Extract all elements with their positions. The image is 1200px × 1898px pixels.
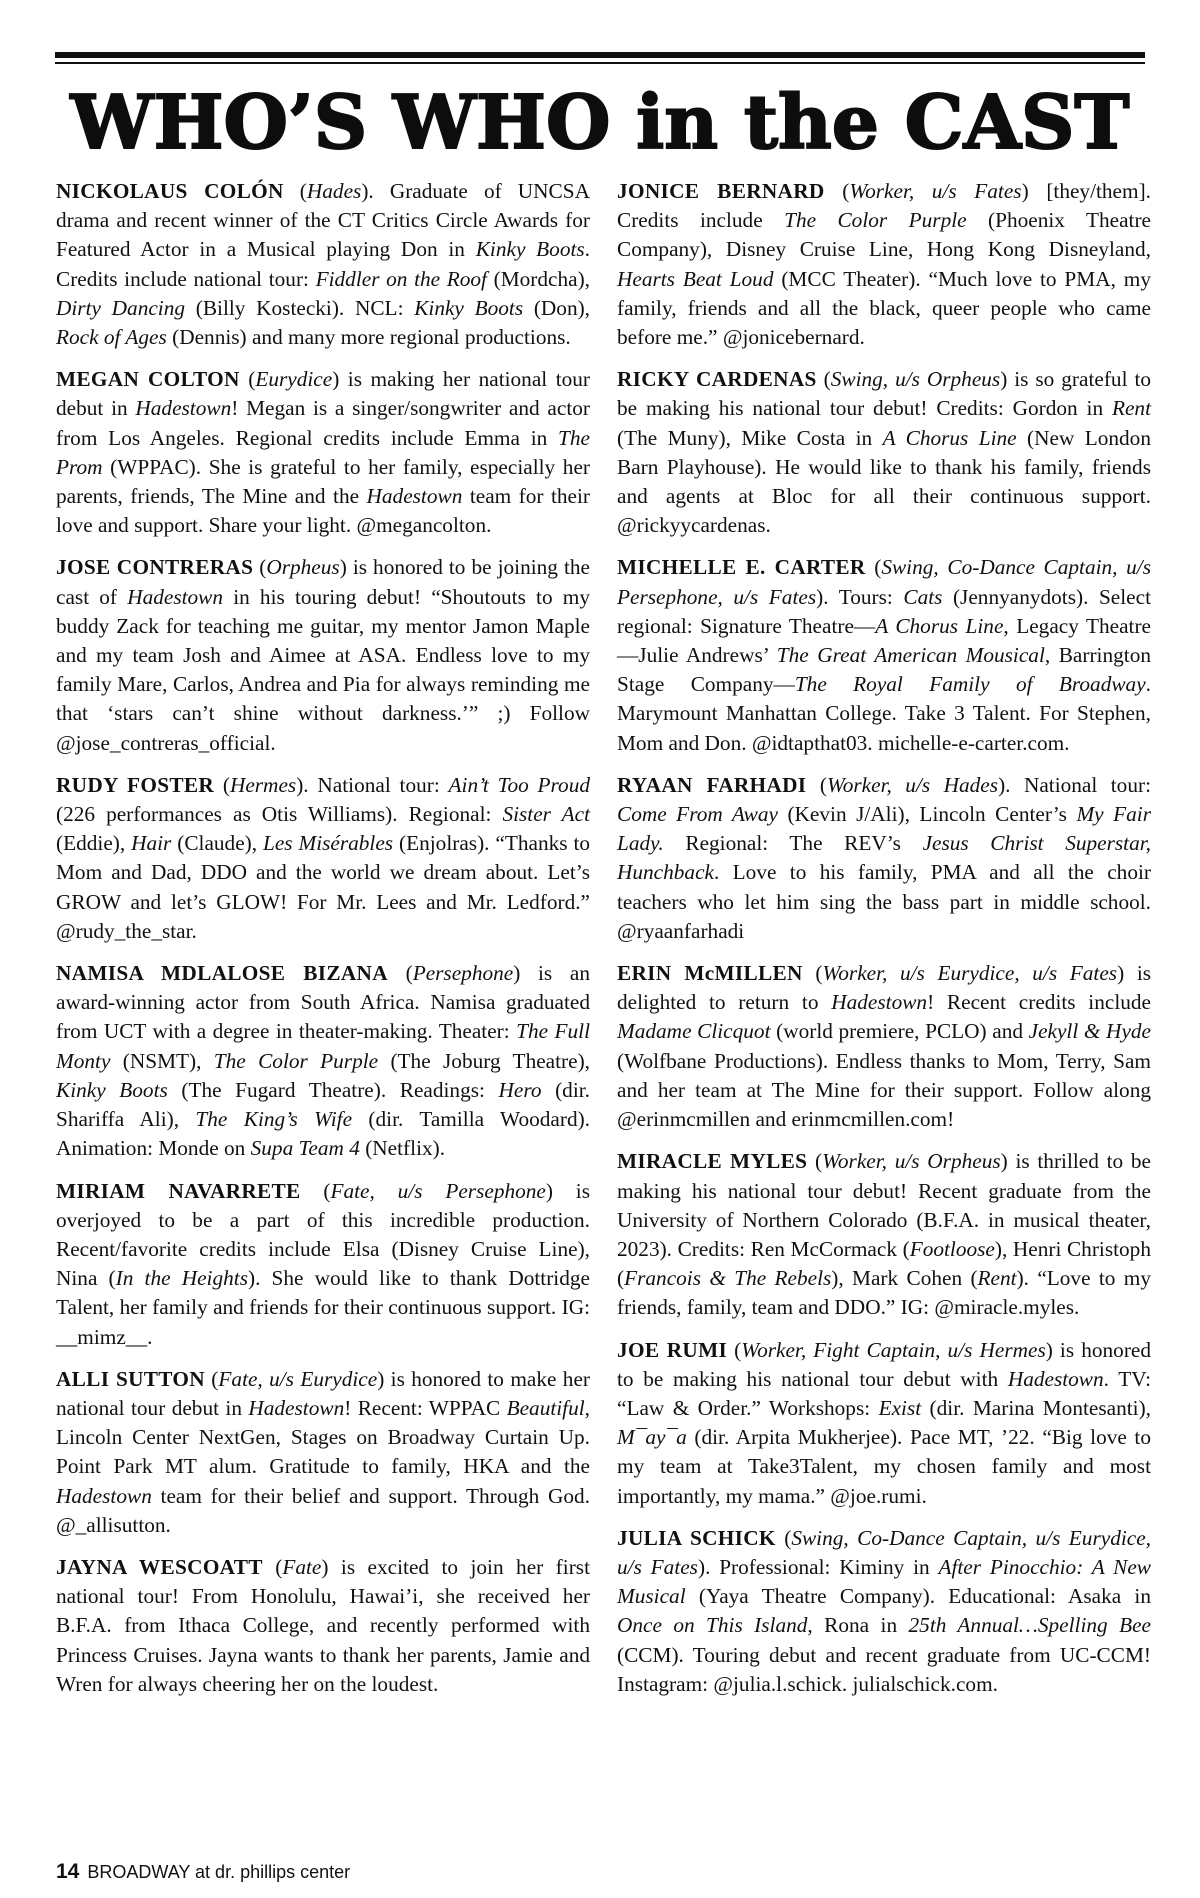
bio-italic-text: Swing, Co-Dance Captain, u/s Eurydice, u/s Fates <box>617 1525 1151 1579</box>
cast-bio <box>56 553 590 757</box>
bio-text: ) is an award-winning actor from South Africa. Namisa graduated from UCT with a degree in theater-making. Theater: <box>56 961 591 1044</box>
bio-italic-text: Hermes <box>229 772 297 797</box>
bio-text: ( <box>727 1337 742 1362</box>
bio-text: (Billy Kostecki). NCL: <box>185 295 415 320</box>
page-footer <box>56 1860 350 1884</box>
bio-italic-text: The Prom <box>56 425 590 479</box>
bio-text: ), Henri Christoph ( <box>617 1236 1151 1291</box>
bio-italic-text: Jesus Christ Superstar, Hunchback <box>617 831 1151 885</box>
bio-text: ), Mark Cohen ( <box>831 1266 978 1291</box>
bio-text: ). She would like to thank Dottridge Talent, her family and friends for their continuous support. IG: __mimz__. <box>56 1266 590 1349</box>
bio-italic-text: Worker, u/s Eurydice, u/s Fates <box>822 961 1118 986</box>
cast-member-name: MICHELLE E. CARTER <box>617 555 866 580</box>
bio-italic-text: Kinky Boots <box>475 237 585 262</box>
bio-text: (Claude), <box>171 831 263 856</box>
bio-italic-text: Supa Team 4 <box>250 1136 360 1161</box>
bio-text: ( <box>262 1554 283 1579</box>
cast-bio <box>617 1336 1151 1511</box>
cast-member-name: RYAAN FARHADI <box>617 772 807 797</box>
bio-text: ( <box>802 961 823 986</box>
bio-text: ( <box>214 772 230 797</box>
cast-member-name: MIRACLE MYLES <box>617 1149 808 1174</box>
left-column <box>56 177 590 1712</box>
bio-italic-text: 25th Annual…Spelling Bee <box>908 1613 1151 1638</box>
cast-bio <box>617 1524 1151 1699</box>
bio-italic-text: Hair <box>131 831 172 856</box>
cast-bio <box>617 959 1151 1134</box>
bio-text: (Enjolras). “Thanks to Mom and Dad, DDO and the world we dream about. Let’s GROW and let’s GLOW! For Mr. Lees and Mr. Ledford.” @rudy_the_star. <box>56 831 591 943</box>
bio-text: (Eddie), <box>56 831 132 856</box>
bio-text: , Legacy Theatre—Julie Andrews’ <box>617 613 1151 668</box>
bio-italic-text: The Great American Mousical <box>776 643 1045 668</box>
bio-italic-text: Hadestown <box>248 1395 345 1420</box>
bio-text: , Rona in <box>807 1613 909 1638</box>
bio-italic-text: Rent <box>1111 396 1151 421</box>
bio-text: ). National tour: <box>998 772 1151 797</box>
bio-text: ). National tour: <box>296 772 449 797</box>
bio-italic-text: Hadestown <box>1007 1366 1104 1391</box>
bio-text: ) is honored to make her national tour debut in <box>56 1366 590 1420</box>
bio-text: . Love to his family, PMA and all the choir teachers who let him sing the bass part in middle school. @ryaanfarhadi <box>617 860 1151 943</box>
bio-italic-text: Cats <box>903 584 943 609</box>
bio-text: (Netflix). <box>359 1136 446 1161</box>
bio-text: ( <box>204 1366 219 1391</box>
bio-italic-text: Hadestown <box>366 484 463 509</box>
bio-italic-text: Orpheus <box>266 555 340 580</box>
bio-text: ) is excited to join her first national tour! From Honolulu, Hawai’i, she received her B.F.A. from Ithaca College, and recently performed with Princess Cruises. Jayna wants to thank her parents, Jamie and Wren for always cheering her on the loudest. <box>56 1554 590 1696</box>
cast-member-name: NAMISA MDLALOSE BIZANA <box>56 961 388 986</box>
cast-member-name: MEGAN COLTON <box>56 367 240 392</box>
page-title: WHO’S WHO in the CAST <box>70 80 1130 166</box>
cast-bio <box>617 1147 1151 1322</box>
bio-text: (CCM). Touring debut and recent graduate from UC-CCM! Instagram: @julia.l.schick. julialschick.com. <box>617 1642 1151 1696</box>
bio-italic-text: The Full Monty <box>56 1019 591 1073</box>
bio-italic-text: Worker, Fight Captain, u/s Hermes <box>741 1337 1046 1362</box>
bio-text: ( <box>253 555 267 580</box>
cast-member-name: ALLI SUTTON <box>56 1366 205 1391</box>
cast-bio <box>56 771 590 946</box>
cast-bio <box>617 771 1151 946</box>
page-number: 14 <box>56 1860 80 1883</box>
bio-italic-text: Dirty Dancing <box>56 295 186 320</box>
bio-italic-text: Ain’t Too Proud <box>448 772 590 797</box>
cast-member-name: JOSE CONTRERAS <box>56 555 254 580</box>
bio-text: ! Megan is a singer/songwriter and actor from Los Angeles. Regional credits include Emma in <box>56 396 590 450</box>
bio-text: , Lincoln Center NextGen, Stages on Broadway Curtain Up. Point Park MT alum. Gratitude to family, HKA and the <box>56 1395 590 1479</box>
bio-text: (dir. Tamilla Woodard). Animation: Monde on <box>56 1107 591 1161</box>
bio-text: (world premiere, PCLO) and <box>770 1019 1029 1044</box>
cast-bio <box>617 365 1151 540</box>
bio-italic-text: Kinky Boots <box>414 295 524 320</box>
cast-bio <box>56 959 590 1163</box>
bio-italic-text: A Chorus Line <box>875 613 1004 638</box>
bio-text: ( <box>865 555 882 580</box>
cast-bio <box>617 553 1151 757</box>
bio-italic-text: Fate, u/s Eurydice <box>218 1366 378 1391</box>
bio-text: (Don), <box>523 295 591 320</box>
bio-text: (226 performances as Otis Williams). Regional: <box>56 802 503 827</box>
bio-text: ) is so grateful to be making his national tour debut! Credits: Gordon in <box>617 367 1152 421</box>
bio-italic-text: The Color Purple <box>784 208 967 233</box>
bio-text: (Phoenix Theatre Company), Disney Cruise Line, Hong Kong Disneyland, <box>617 208 1152 262</box>
bio-text: ). “Love to my friends, family, team and DDO.” IG: @miracle.myles. <box>617 1266 1151 1320</box>
bio-text: (NSMT), <box>110 1048 214 1073</box>
bio-text: ) is honored to be joining the cast of <box>56 555 590 609</box>
bio-italic-text: Swing, u/s Orpheus <box>830 367 1001 392</box>
bio-text: ! Recent credits include <box>927 990 1151 1015</box>
bio-text: (The Muny), Mike Costa in <box>617 425 883 450</box>
bio-italic-text: The King’s Wife <box>195 1107 353 1132</box>
bio-text: ). Graduate of UNCSA drama and recent winner of the CT Critics Circle Awards for Featured Actor in a Musical playing Don in <box>56 179 590 262</box>
bio-italic-text: Persephone <box>412 961 514 986</box>
bio-text: (Dennis) and many more regional productions. <box>166 325 571 350</box>
bio-italic-text: After Pinocchio: A New Musical <box>617 1554 1152 1609</box>
bio-italic-text: M¯ay¯a <box>617 1425 687 1450</box>
bio-text: . TV: “Law & Order.” Workshops: <box>617 1366 1152 1420</box>
bio-text: (Kevin J/Ali), Lincoln Center’s <box>777 802 1077 827</box>
bio-text: (dir. Shariffa Ali), <box>56 1077 590 1132</box>
bio-text: (dir. Marina Montesanti), <box>921 1395 1151 1420</box>
cast-bio <box>56 1365 590 1540</box>
right-column <box>617 177 1151 1712</box>
bio-italic-text: Hadestown <box>135 396 232 421</box>
bio-italic-text: The Royal Family of Broadway <box>794 672 1146 697</box>
top-rule-thick <box>55 52 1145 58</box>
bio-text: ). Professional: Kiminy in <box>697 1554 939 1579</box>
bio-text: (New London Barn Playhouse). He would like to thank his family, friends and agents at Bloc for all their continuous support. @rickyycardenas. <box>617 425 1151 538</box>
cast-bio <box>56 365 590 540</box>
cast-bio <box>56 1177 590 1352</box>
bio-italic-text: Les Misérables <box>262 831 394 856</box>
bio-text: Regional: The REV’s <box>663 831 923 856</box>
bio-italic-text: Beautiful <box>506 1395 585 1420</box>
bio-italic-text: Fate <box>282 1554 322 1579</box>
bio-text: (dir. Arpita Mukherjee). Pace MT, ’22. “Big love to my team at Take3Talent, my chosen family and most importantly, my mama.” @joe.rumi. <box>617 1425 1151 1508</box>
bio-text: ( <box>300 1178 331 1203</box>
bio-text: ( <box>824 179 850 203</box>
bio-text: team for their belief and support. Through God. @_allisutton. <box>56 1483 590 1537</box>
cast-bio <box>56 1553 590 1699</box>
bio-text: (Wolfbane Productions). Endless thanks to Mom, Terry, Sam and her team at The Mine for their support. Follow along @erinmcmillen and erinmcmillen.com! <box>617 1048 1151 1132</box>
bio-italic-text: Hero <box>498 1077 542 1102</box>
bio-italic-text: In the Heights <box>115 1266 248 1291</box>
bio-text: (MCC Theater). “Much love to PMA, my family, friends and all the black, queer people who came before me.” @jonicebernard. <box>617 266 1151 350</box>
bio-text: (The Joburg Theatre), <box>378 1048 590 1073</box>
bio-italic-text: Worker, u/s Hades <box>826 772 999 797</box>
bio-italic-text: Sister Act <box>502 802 590 827</box>
bio-text: ). Tours: <box>816 584 904 609</box>
bio-text: team for their love and support. Share your light. @megancolton. <box>56 484 590 538</box>
bio-text: ( <box>816 367 831 392</box>
bio-italic-text: Madame Clicquot <box>617 1019 771 1044</box>
bio-text: ( <box>387 961 413 986</box>
bio-text: ( <box>775 1525 792 1550</box>
bio-text: ) [they/them]. Credits include <box>617 179 1151 233</box>
bio-italic-text: My Fair Lady. <box>617 802 1151 856</box>
bio-italic-text: Jekyll & Hyde <box>1028 1019 1151 1044</box>
bio-text: ) is honored to be making his national tour debut with <box>617 1337 1152 1391</box>
bio-text: (Mordcha), <box>486 266 591 291</box>
cast-member-name: JAYNA WESCOATT <box>56 1554 263 1579</box>
bio-italic-text: Kinky Boots <box>56 1077 168 1102</box>
bio-italic-text: Footloose <box>909 1236 995 1261</box>
bio-text: ) is thrilled to be making his national tour debut! Recent graduate from the University of Northern Colorado (B.F.A. in musical theater, 2023). Credits: Ren McCormack ( <box>617 1149 1151 1261</box>
cast-member-name: JOE RUMI <box>617 1337 728 1362</box>
bio-italic-text: Francois & The Rebels <box>624 1266 832 1291</box>
bio-text: (Yaya Theatre Company). Educational: Asaka in <box>685 1584 1151 1609</box>
cast-bio <box>56 177 590 352</box>
bio-italic-text: Eurydice <box>255 367 333 392</box>
top-rule-thin <box>55 62 1145 64</box>
bio-text: ) is making her national tour debut in <box>56 367 591 421</box>
bio-italic-text: Fiddler on the Roof <box>315 266 487 291</box>
bio-text: . Credits include national tour: <box>56 237 590 291</box>
cast-member-name: ERIN McMILLEN <box>617 961 803 986</box>
bio-italic-text: A Chorus Line <box>882 425 1017 450</box>
cast-member-name: RUDY FOSTER <box>56 772 215 797</box>
cast-member-name: RICKY CARDENAS <box>617 367 817 392</box>
bio-italic-text: Exist <box>878 1395 922 1420</box>
bio-italic-text: Once on This Island <box>617 1613 808 1638</box>
bio-italic-text: Fate, u/s Persephone <box>330 1178 546 1203</box>
cast-member-name: JONICE BERNARD <box>617 179 825 203</box>
bio-text: (Jennyanydots). Select regional: Signature Theatre— <box>617 584 1151 638</box>
publication-name: BROADWAY at dr. phillips center <box>87 1862 351 1882</box>
cast-bio <box>617 177 1151 352</box>
bio-italic-text: Hadestown <box>56 1483 152 1508</box>
bio-italic-text: Hearts Beat Loud <box>617 266 774 291</box>
bio-text: ) is delighted to return to <box>617 961 1152 1015</box>
bio-italic-text: Come From Away <box>617 802 778 827</box>
cast-member-name: MIRIAM NAVARRETE <box>56 1178 301 1203</box>
bio-italic-text: Rent <box>977 1266 1017 1291</box>
bio-text: ( <box>807 1149 823 1174</box>
bio-italic-text: The Color Purple <box>213 1048 379 1073</box>
bio-text: ( <box>806 772 827 797</box>
bio-italic-text: Worker, u/s Fates <box>849 179 1022 203</box>
bio-text: ( <box>239 367 256 392</box>
cast-member-name: NICKOLAUS COLÓN <box>56 179 284 203</box>
bio-text: (The Fugard Theatre). Readings: <box>167 1077 499 1102</box>
cast-member-name: JULIA SCHICK <box>617 1525 776 1550</box>
bio-italic-text: Hades <box>306 179 362 203</box>
bio-italic-text: Hadestown <box>831 990 928 1015</box>
bio-text: (WPPAC). She is grateful to her family, especially her parents, friends, The Mine and the <box>56 454 590 509</box>
bio-text: ! Recent: WPPAC <box>344 1395 507 1420</box>
bio-text: . Marymount Manhattan College. Take 3 Talent. For Stephen, Mom and Don. @idtapthat03. michelle-e-carter.com. <box>617 672 1151 755</box>
bio-text: in his touring debut! “Shoutouts to my buddy Zack for teaching me guitar, my mentor Jamon Maple and my team Josh and Aimee at ASA. Endless love to my family Mare, Carlos, Andrea and Pia for always reminding me that ‘stars can’t shine without darkness.’” ;) Follow @jose_contreras_official. <box>56 584 590 755</box>
bio-text: , Barrington Stage Company— <box>617 643 1151 697</box>
bio-text: ( <box>283 179 307 203</box>
bio-italic-text: Worker, u/s Orpheus <box>822 1149 1001 1174</box>
bio-italic-text: Rock of Ages <box>56 325 167 350</box>
bio-text: ) is overjoyed to be a part of this incredible production. Recent/favorite credits include Elsa (Disney Cruise Line), Nina ( <box>56 1178 590 1291</box>
bio-italic-text: Hadestown <box>127 584 224 609</box>
bio-italic-text: Swing, Co-Dance Captain, u/s Persephone, u/s Fates <box>617 555 1152 609</box>
